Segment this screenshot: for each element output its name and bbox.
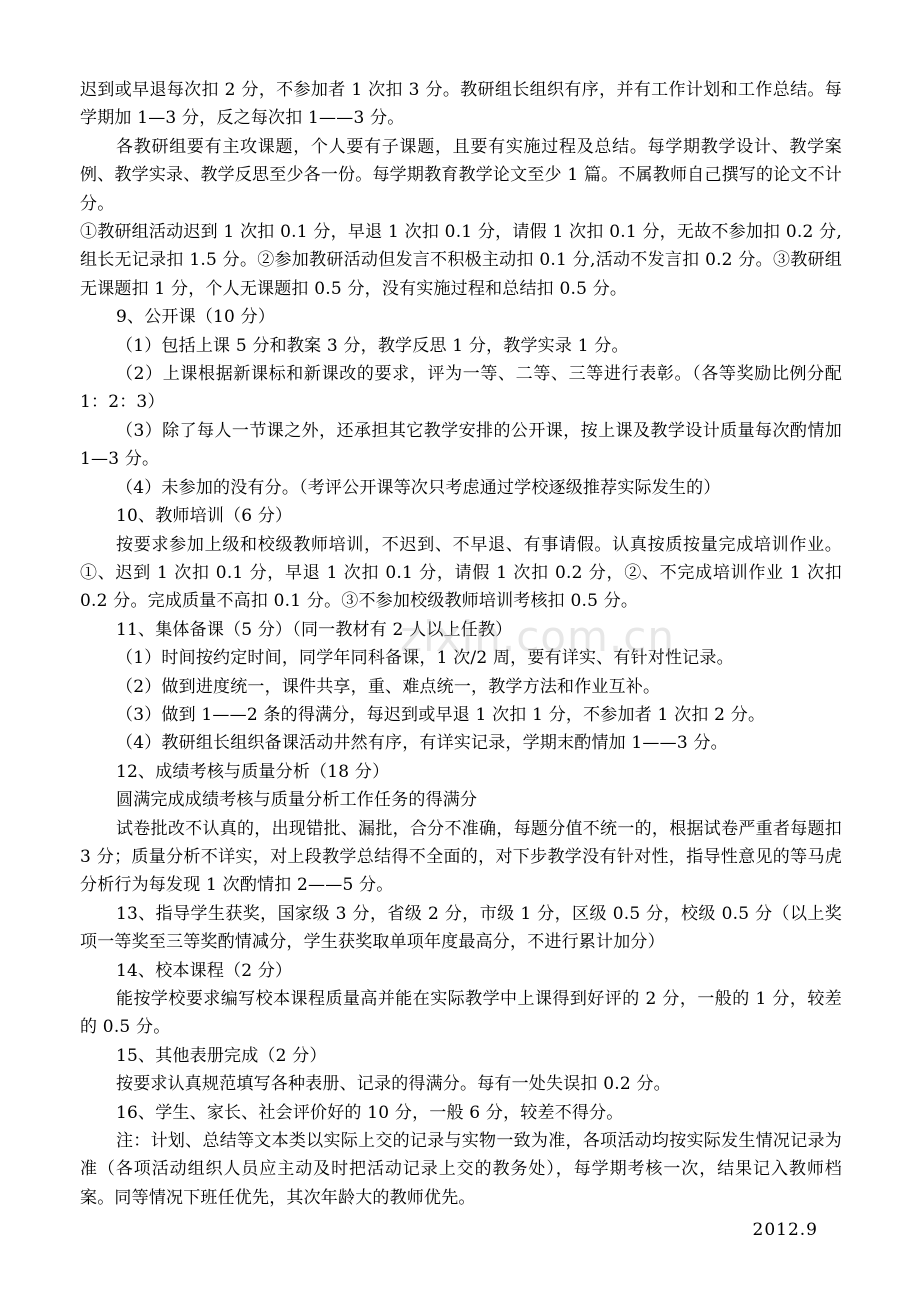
paragraph: 各教研组要有主攻课题，个人要有子课题，且要有实施过程及总结。每学期教学设计、教学案例、教学实录、教学反思至少各一份。每学期教育教学论文至少 1 篇。不属教师自己撰写的论文不计分。	[80, 136, 842, 214]
note-paragraph: 注：计划、总结等文本类以实际上交的记录与实物一致为准，各项活动均按实际发生情况记录为准（各项活动组织人员应主动及时把活动记录上交的教务处），每学期考核一次，结果记入教师档案。同等情况下班任优先，其次年龄大的教师优先。	[80, 1131, 842, 1208]
paragraph: 迟到或早退每次扣 2 分，不参加者 1 次扣 3 分。教研组长组织有序，并有工作计划和工作总结。每学期加 1—3 分，反之每次扣 1——3 分。	[80, 80, 842, 129]
paragraph: ①教研组活动迟到 1 次扣 0.1 分，早退 1 次扣 0.1 分，请假 1 次扣 0.1 分，无故不参加扣 0.2 分,组长无记录扣 1.5 分。②参加教研活动但发言不积极主动扣 0.1 分,活动不发言扣 0.2 分。③教研组无课题扣 1 分，个人无课题扣 0.5 分，没有实施过程和总结扣 0.5 分。	[80, 222, 842, 299]
paragraph: 试卷批改不认真的，出现错批、漏批，合分不准确，每题分值不统一的，根据试卷严重者每题扣 3 分；质量分析不详实，对上段教学总结得不全面的，对下步教学没有针对性，指导性意见的等马虎分析行为每发现 1 次酌情扣 2——5 分。	[80, 818, 842, 896]
section-heading: 9、公开课（10 分）	[116, 307, 276, 328]
paragraph: 按要求认真规范填写各种表册、记录的得满分。每有一处失误扣 0.2 分。	[116, 1074, 671, 1095]
list-item: （1）时间按约定时间，同学年同科备课，1 次/2 周，要有详实、有针对性记录。	[116, 648, 734, 669]
list-item: （2）做到进度统一，课件共享，重、难点统一，教学方法和作业互补。	[116, 676, 661, 697]
list-item: （4）教研组长组织备课活动井然有序，有详实记录，学期末酌情加 1——3 分。	[116, 733, 728, 754]
section-heading: 14、校本课程（2 分）	[116, 960, 293, 981]
section-heading: 15、其他表册完成（2 分）	[116, 1045, 327, 1066]
list-item: （3）做到 1——2 条的得满分，每迟到或早退 1 次扣 1 分，不参加者 1 次扣 2 分。	[116, 704, 766, 725]
section-heading: 16、学生、家长、社会评价好的 10 分，一般 6 分，较差不得分。	[116, 1102, 624, 1123]
section-heading: 10、教师培训（6 分）	[116, 506, 293, 527]
list-item: （3）除了每人一节课之外，还承担其它教学安排的公开课，按上课及教学设计质量每次酌情加 1—3 分。	[80, 420, 842, 470]
list-item: （2）上课根据新课标和新课改的要求，评为一等、二等、三等进行表彰。（各等奖励比例分配 1：2：3）	[80, 364, 842, 413]
list-item: （1）包括上课 5 分和教案 3 分，教学反思 1 分，教学实录 1 分。	[116, 335, 629, 356]
section-heading: 11、集体备课（5 分）（同一教材有 2 人以上任教）	[116, 619, 513, 640]
watermark: zixin.com.cn	[400, 612, 675, 661]
section-heading: 13、指导学生获奖，国家级 3 分，省级 2 分，市级 1 分，区级 0.5 分，校级 0.5 分（以上奖项一等奖至三等奖酌情减分，学生获奖取单项年度最高分，不进行累计加分）	[80, 903, 842, 953]
paragraph: 能按学校要求编写校本课程质量高并能在实际教学中上课得到好评的 2 分，一般的 1 分，较差的 0.5 分。	[80, 989, 842, 1038]
paragraph: 圆满完成成绩考核与质量分析工作任务的得满分	[116, 790, 478, 811]
section-heading: 12、成绩考核与质量分析（18 分）	[116, 761, 390, 782]
list-item: （4）未参加的没有分。（考评公开课等次只考虑通过学校逐级推荐实际发生的）	[116, 477, 721, 498]
document-page	[80, 76, 842, 1245]
paragraph: 按要求参加上级和校级教师培训，不迟到、不早退、有事请假。认真按质按量完成培训作业。①、迟到 1 次扣 0.1 分，早退 1 次扣 0.1 分，请假 1 次扣 0.2 分，②、不完成培训作业 1 次扣 0.2 分。完成质量不高扣 0.1 分。③不参加校级教师培训考核扣 0.5 分。	[80, 534, 842, 612]
document-date: 2012.9	[752, 1220, 818, 1241]
